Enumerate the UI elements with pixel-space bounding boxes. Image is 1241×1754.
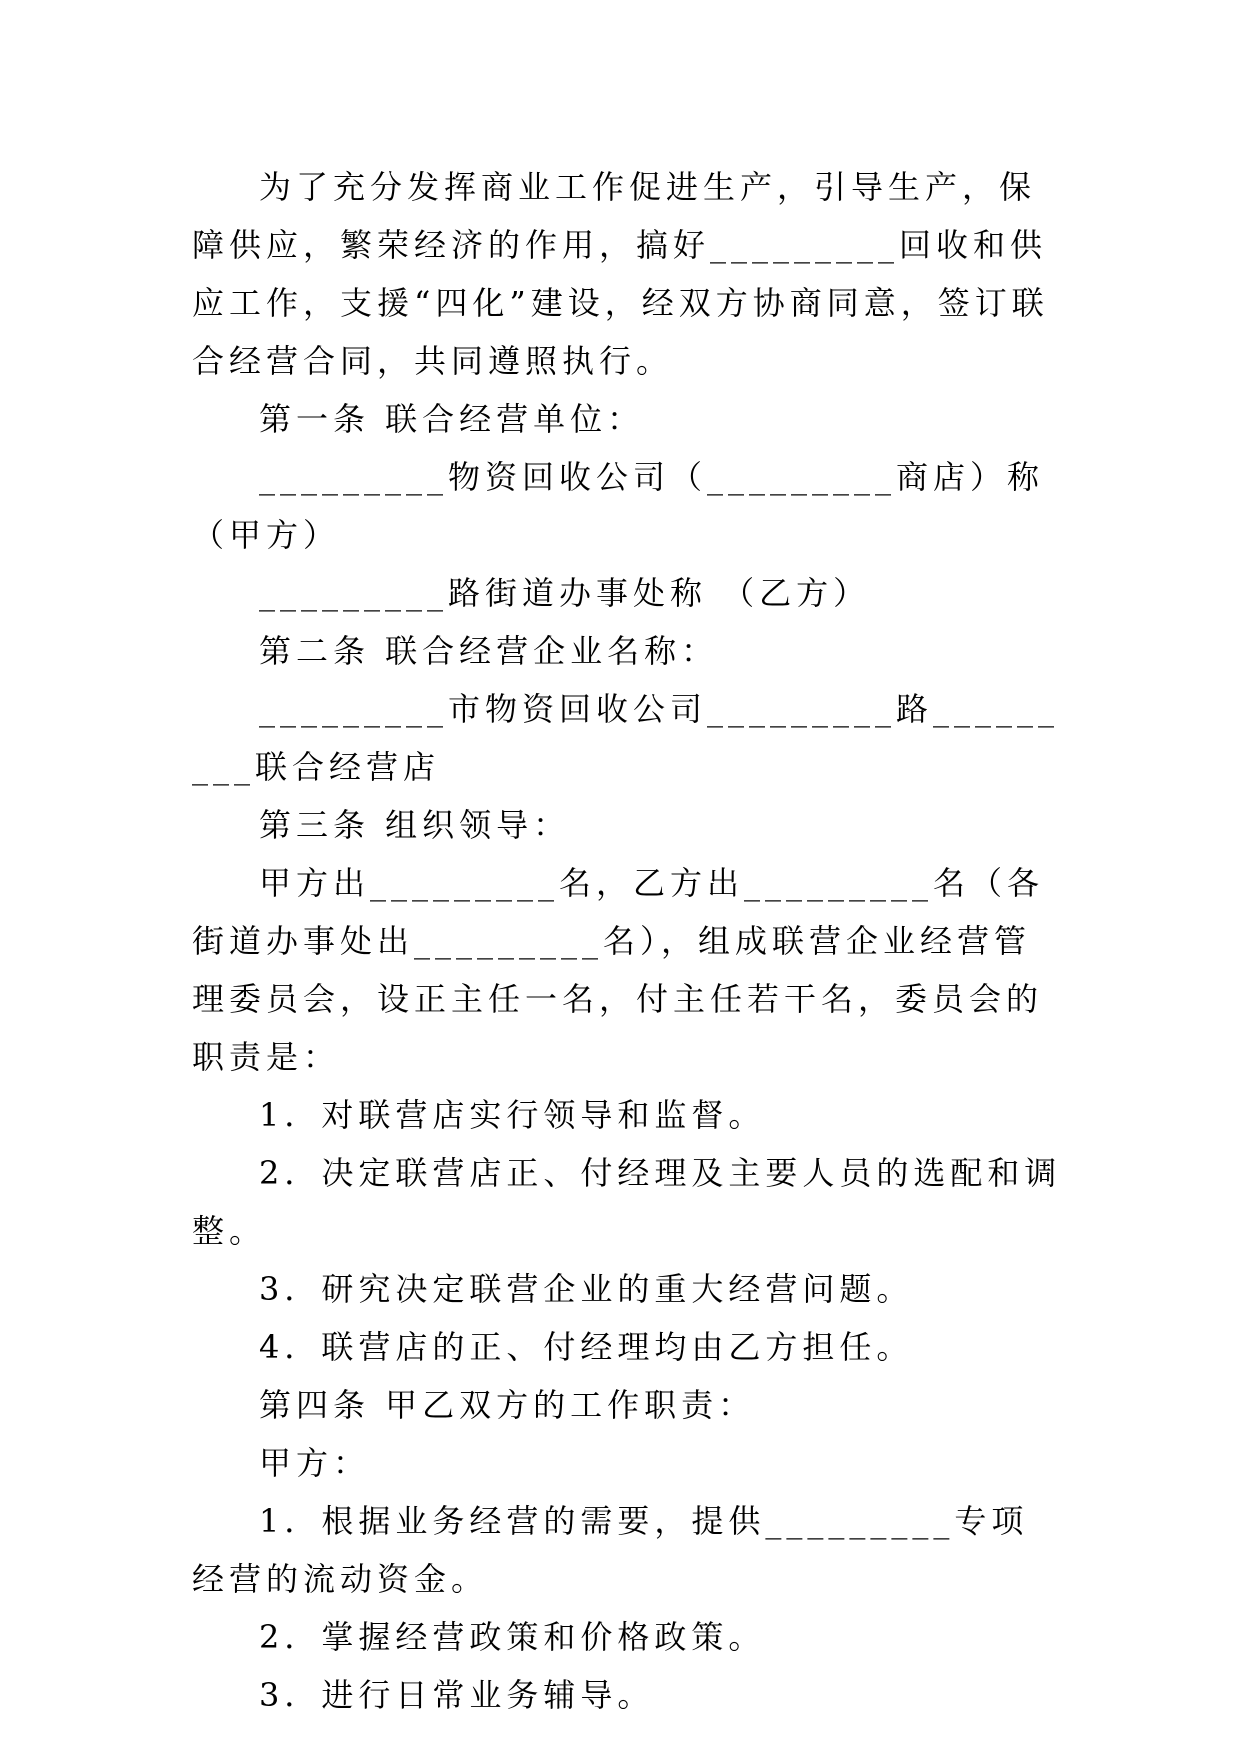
preamble-paragraph: 为了充分发挥商业工作促进生产，引导生产，保障供应，繁荣经济的作用，搞好_________回收和供应工作，支援“四化”建设，经双方协商同意，签订联合经营合同，共同遵照执行。 [192,168,1049,380]
article-2-heading: 第二条 联合经营企业名称： [259,632,719,670]
party-a-duty-2: 2．掌握经营政策和价格政策。 [259,1618,766,1656]
party-a-duty-3: 3．进行日常业务辅导。 [259,1676,655,1714]
committee-paragraph: 甲方出_________名，乙方出_________名（各街道办事处出_________名），组成联营企业经营管理委员会，设正主任一名，付主任若干名，委员会的职责是： [192,864,1045,1076]
committee-duty-2: 2．决定联营店正、付经理及主要人员的选配和调整。 [192,1154,1062,1250]
enterprise-name-line: _________市物资回收公司_________路_________联合经营店 [192,690,1060,786]
article-3-heading: 第三条 组织领导： [259,806,571,844]
party-b-line: _________路街道办事处称 （乙方） [259,574,871,612]
article-1-heading: 第一条 联合经营单位： [259,400,645,438]
committee-duty-3: 3．研究决定联营企业的重大经营问题。 [259,1270,914,1308]
committee-duty-4: 4．联营店的正、付经理均由乙方担任。 [259,1328,914,1366]
party-a-line: _________物资回收公司（_________商店）称 （甲方） [192,458,1045,554]
party-a-duty-1: 1．根据业务经营的需要，提供_________专项经营的流动资金。 [192,1502,1029,1598]
article-4-heading: 第四条 甲乙双方的工作职责： [259,1386,756,1424]
party-a-label: 甲方： [259,1444,371,1482]
committee-duty-1: 1．对联营店实行领导和监督。 [259,1096,766,1134]
document-body [192,158,1062,1724]
